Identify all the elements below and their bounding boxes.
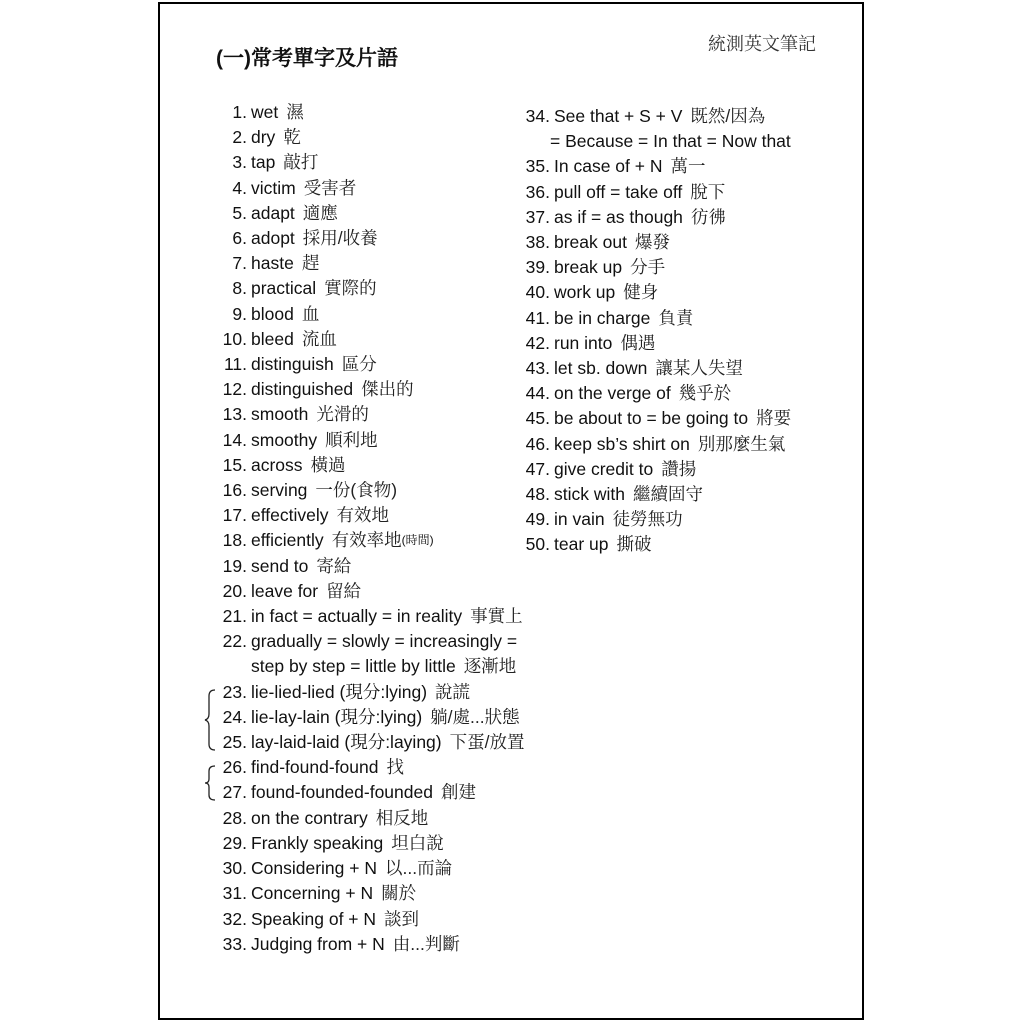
item-english: found-founded-founded: [251, 782, 433, 803]
vocab-list-left: [200, 100, 525, 957]
item-english: efficiently: [251, 530, 324, 551]
item-english: distinguish: [251, 354, 334, 375]
item-chinese: 既然/因為: [690, 106, 766, 126]
item-number: 28.: [222, 807, 247, 828]
item-english: find-found-found: [251, 757, 379, 778]
item-number: 10.: [222, 328, 247, 349]
item-chinese: 分手: [630, 257, 666, 278]
item-english: haste: [251, 253, 294, 274]
vocab-item: [200, 780, 525, 805]
item-english: Judging from + N: [251, 933, 385, 954]
item-english: Concerning + N: [251, 883, 374, 904]
item-english: smoothy: [251, 429, 318, 450]
item-english: leave for: [251, 580, 319, 601]
vocab-item: [200, 528, 525, 553]
item-english: across: [251, 454, 303, 475]
item-english: tap: [251, 152, 276, 173]
item-number: 4.: [232, 177, 247, 198]
vocab-item: [200, 302, 525, 327]
item-english: lie-lay-lain (現分:lying): [251, 706, 423, 727]
item-chinese: 受害者: [303, 177, 357, 198]
vocab-item: [200, 251, 525, 276]
item-number: 38.: [525, 232, 550, 253]
item-chinese: 趕: [301, 253, 320, 274]
item-chinese: 找: [386, 757, 404, 778]
item-chinese: 說謊: [435, 681, 471, 702]
item-english: tear up: [554, 534, 609, 555]
vocab-item: [500, 205, 791, 230]
item-english: on the contrary: [251, 807, 368, 828]
item-chinese: 寄給: [316, 555, 352, 576]
vocab-item: [200, 881, 525, 906]
item-number: 40.: [525, 282, 550, 303]
vocab-item: [500, 381, 791, 406]
item-chinese: 相反地: [375, 807, 429, 828]
item-english: gradually = slowly = increasingly =: [251, 631, 518, 652]
item-chinese: 萬一: [670, 156, 706, 177]
item-chinese: 爆發: [634, 232, 670, 253]
vocab-item: [500, 482, 791, 507]
item-chinese: 談到: [384, 908, 420, 929]
item-number: 9.: [232, 303, 247, 324]
item-english: in vain: [554, 509, 605, 530]
item-english: wet: [251, 102, 279, 122]
item-number: 32.: [222, 908, 247, 929]
item-chinese: 橫過: [310, 454, 346, 475]
item-chinese: 血: [301, 303, 320, 324]
item-chinese: 敲打: [283, 152, 319, 173]
vocab-item: [200, 680, 525, 705]
item-chinese: 由...判斷: [392, 933, 460, 954]
item-chinese: 有效地: [336, 505, 389, 526]
item-english: break out: [554, 232, 627, 253]
item-number: 33.: [222, 933, 247, 954]
item-number: 19.: [222, 555, 247, 576]
item-chinese: 以...而論: [384, 858, 453, 879]
item-english: lie-lied-lied (現分:lying): [251, 681, 428, 702]
item-english: See that + S + V: [554, 106, 683, 126]
item-chinese: 留給: [326, 580, 362, 601]
item-english: adapt: [251, 202, 295, 223]
item-english: dry: [251, 127, 276, 148]
vocab-item: [500, 230, 791, 255]
item-english: pull off = take off: [554, 181, 683, 202]
item-english: blood: [251, 303, 294, 324]
item-english: stick with: [554, 484, 625, 505]
item-number: 50.: [525, 534, 550, 555]
item-chinese: 幾乎於: [678, 383, 732, 404]
vocab-item: [500, 154, 791, 179]
item-english: step by step = little by little: [251, 656, 456, 677]
item-number: 48.: [525, 484, 550, 505]
vocab-list-right: [500, 104, 791, 558]
vocab-item: [500, 432, 791, 457]
vocab-item: [200, 856, 525, 881]
item-number: 2.: [232, 127, 247, 148]
item-number: 25.: [222, 732, 247, 753]
vocab-item: [500, 104, 791, 129]
item-chinese: 下蛋/放置: [449, 732, 525, 753]
item-english: be about to = be going to: [554, 408, 749, 429]
vocab-item: [200, 150, 525, 175]
item-english: as if = as though: [554, 206, 683, 227]
item-english: break up: [554, 257, 623, 278]
vocab-item: [200, 932, 525, 957]
vocab-item: [200, 125, 525, 150]
item-chinese: 流血: [301, 328, 337, 349]
item-number: 47.: [525, 458, 550, 479]
item-chinese: 健身: [623, 282, 659, 303]
item-chinese: 讚揚: [661, 458, 697, 479]
section-title: (一)常考單字及片語: [216, 47, 398, 70]
item-chinese: 將要: [756, 408, 792, 429]
item-chinese: 創建: [440, 782, 476, 803]
vocab-item: [200, 629, 525, 654]
item-english: practical: [251, 278, 317, 299]
page-header: 統測英文筆記: [708, 34, 816, 54]
item-chinese: 坦白說: [391, 832, 444, 853]
item-number: 42.: [525, 332, 550, 353]
item-english: distinguished: [251, 379, 354, 400]
item-chinese: 事實上: [470, 606, 523, 627]
vocab-item: [200, 377, 525, 402]
vocab-item: [500, 532, 791, 557]
item-number: 37.: [525, 206, 550, 227]
item-chinese: 偶遇: [620, 332, 656, 353]
item-number: 21.: [222, 606, 247, 627]
item-english: keep sb’s shirt on: [554, 433, 690, 454]
vocab-item: [200, 100, 525, 125]
vocab-item: [200, 327, 525, 352]
item-chinese: 光滑的: [316, 404, 369, 425]
item-number: 20.: [222, 580, 247, 601]
item-number: 36.: [525, 181, 550, 202]
item-number: 14.: [222, 429, 247, 450]
item-chinese: 關於: [381, 883, 417, 904]
item-chinese: 乾: [283, 127, 301, 148]
vocab-item: [200, 402, 525, 427]
item-chinese: 實際的: [324, 278, 377, 299]
item-english: serving: [251, 480, 308, 501]
vocab-item: [200, 503, 525, 528]
item-number: 34.: [525, 106, 550, 126]
item-english: adopt: [251, 228, 295, 249]
item-number: 24.: [222, 706, 247, 727]
item-chinese: 躺/處...狀態: [430, 706, 520, 727]
item-number: 17.: [222, 505, 247, 526]
item-number: 31.: [222, 883, 247, 904]
vocab-item: [200, 806, 525, 831]
item-number: 3.: [232, 152, 247, 173]
item-number: 30.: [222, 858, 247, 879]
item-english: In case of + N: [554, 156, 663, 177]
item-english: run into: [554, 332, 613, 353]
item-english: give credit to: [554, 458, 654, 479]
item-chinese: 逐漸地: [463, 656, 517, 677]
vocab-item: [500, 255, 791, 280]
vocab-item: [500, 129, 791, 154]
item-english: = Because = In that = Now that: [550, 131, 791, 152]
vocab-item: [500, 180, 791, 205]
item-number: 15.: [222, 454, 247, 475]
vocab-item: [500, 280, 791, 305]
vocab-item: [200, 176, 525, 201]
item-english: Speaking of + N: [251, 908, 377, 929]
item-english: on the verge of: [554, 383, 671, 404]
item-number: 11.: [223, 354, 247, 375]
vocab-item: [200, 831, 525, 856]
item-number: 26.: [222, 757, 247, 778]
item-number: 1.: [232, 102, 247, 122]
item-number: 7.: [232, 253, 247, 274]
item-chinese: 繼續固守: [632, 484, 703, 505]
item-chinese: 脫下: [690, 181, 726, 202]
item-chinese: 適應: [302, 202, 338, 223]
item-chinese: 讓某人失望: [655, 358, 743, 379]
vocab-item: [200, 579, 525, 604]
item-number: 45.: [525, 408, 550, 429]
bracket-26-27: [203, 764, 217, 802]
vocab-item: [200, 755, 525, 780]
vocab-item: [500, 406, 791, 431]
item-english: lay-laid-laid (現分:laying): [251, 732, 442, 753]
item-number: 6.: [232, 228, 247, 249]
item-number: 22.: [222, 631, 247, 652]
item-number: 27.: [222, 782, 247, 803]
item-number: 39.: [525, 257, 550, 278]
item-english: smooth: [251, 404, 309, 425]
item-english: effectively: [251, 505, 329, 526]
item-chinese: 採用/收養: [302, 228, 378, 249]
item-chinese: 撕破: [616, 534, 652, 555]
item-number: 44.: [525, 383, 550, 404]
item-chinese: 順利地: [325, 429, 378, 450]
item-english: Frankly speaking: [251, 832, 384, 853]
vocab-item: [200, 554, 525, 579]
vocab-item: [200, 730, 525, 755]
item-english: Considering + N: [251, 858, 377, 879]
item-chinese: 一份(食物): [315, 480, 398, 501]
item-chinese: 徒勞無功: [612, 509, 683, 530]
vocab-item: [200, 201, 525, 226]
item-number: 23.: [222, 681, 247, 702]
item-number: 43.: [525, 358, 550, 379]
vocab-item: [200, 705, 525, 730]
item-chinese: 區分: [341, 354, 377, 375]
item-number: 49.: [525, 509, 550, 530]
item-number: 12.: [222, 379, 247, 400]
vocab-item: [200, 654, 525, 679]
item-number: 46.: [525, 433, 550, 454]
item-number: 41.: [525, 307, 550, 328]
vocab-item: [500, 457, 791, 482]
item-chinese: 傑出的: [361, 379, 414, 400]
vocab-item: [500, 331, 791, 356]
vocab-item: [500, 306, 791, 331]
item-number: 16.: [222, 480, 247, 501]
vocab-item: [200, 604, 525, 629]
item-number: 29.: [222, 832, 247, 853]
item-number: 5.: [232, 202, 247, 223]
vocab-item: [200, 276, 525, 301]
item-number: 8.: [232, 278, 247, 299]
item-english: be in charge: [554, 307, 651, 328]
item-english: send to: [251, 555, 309, 576]
vocab-item: [200, 428, 525, 453]
item-english: bleed: [251, 328, 294, 349]
item-number: 35.: [525, 156, 550, 177]
vocab-item: [200, 352, 525, 377]
item-english: let sb. down: [554, 358, 648, 379]
vocab-item: [500, 507, 791, 532]
vocab-item: [200, 478, 525, 503]
item-english: in fact = actually = in reality: [251, 606, 463, 627]
item-chinese: 別那麼生氣: [697, 433, 786, 454]
item-chinese: 有效率地: [331, 530, 402, 551]
bracket-23-25: [203, 688, 217, 752]
item-number: 13.: [222, 404, 247, 425]
item-number: 18.: [222, 530, 247, 551]
item-chinese: 彷彿: [690, 206, 726, 227]
vocab-item: [500, 356, 791, 381]
item-note: (時間): [401, 533, 434, 548]
vocab-item: [200, 453, 525, 478]
vocab-item: [200, 907, 525, 932]
item-english: work up: [554, 282, 616, 303]
item-chinese: 濕: [286, 102, 304, 122]
vocab-item: [200, 226, 525, 251]
item-chinese: 負責: [658, 307, 694, 328]
item-english: victim: [251, 177, 296, 198]
